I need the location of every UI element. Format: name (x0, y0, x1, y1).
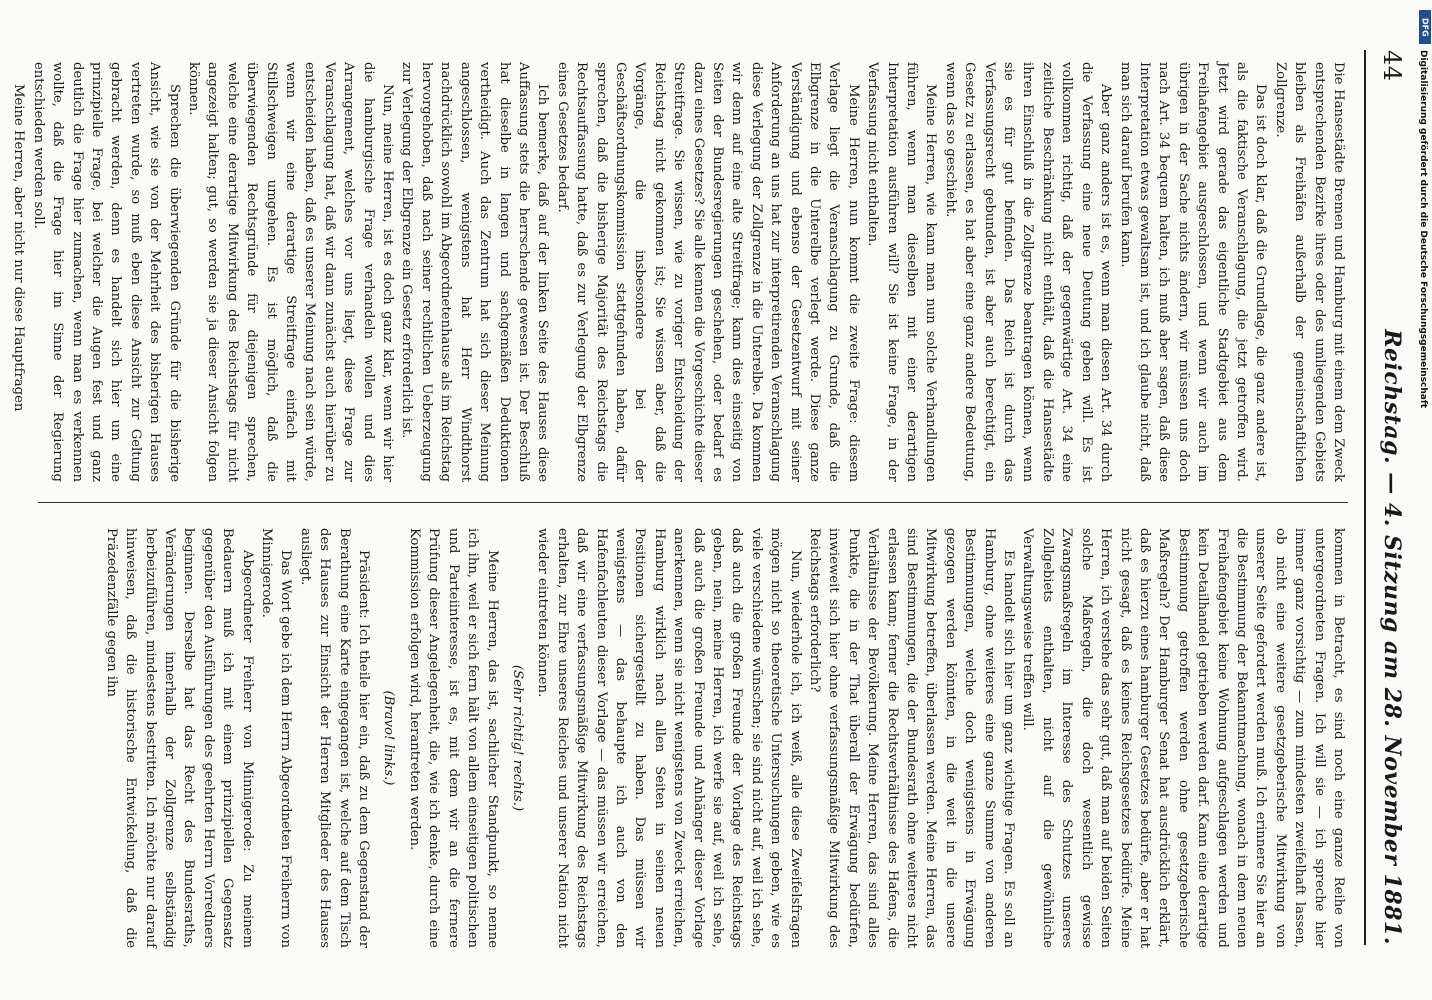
digitization-credit (1418, 10, 1432, 770)
paragraph: Meine Herren, das ist, sachlicher Standpunkt, so nenne ich ihn, weil er sich fern hält von allem einseitigen politischen und Parteiinteresse, ist es, mit dem wir an die fernere Prüfung dieser Angelegenheit, die, wie ich denke, durch eine Kommission erfolgen wird, herantreten werden. (406, 528, 500, 948)
paragraph: Nun, wiederhole ich, ich weiß, alle diese Zweifelsfragen mögen nicht so theoretische Untersuchungen geben, wie es viele verschiedene wünschen; sie sind nicht auf, weil ich sehe, daß auch die großen Freunde der Vorlage des Reichstags geben, nein, meine Herren, ich werfe sie auf, weil ich sehe, daß auch die großen Freunde und Anhänger dieser Vorlage anerkennen, wenn sie nicht wenigstens von Zweck erreichen, Hamburg wirklich nach allen Seiten in seinen neuen Positionen sichergestellt zu haben. Das müssen wir wenigstens — das behaupte ich auch von den Hafenfachleuten dieser Vorlage — das müssen wir erreichen, daß wir eine verfassungsmäßige Mitwirkung des Reichstags erhalten, zur Ehre unseres Reiches und unserer Nation nicht wieder eintreten können. (535, 528, 803, 948)
column-divider (38, 502, 1348, 503)
speaker-paragraph: Präsident: Ich theile hier ein, daß zu dem Gegenstand der Berathung eine Karte eingegangen ist, welche auf dem Tisch des Hauses zur Einsicht der Herren Mitglieder des Hauses ausliegt. (297, 528, 372, 948)
paragraph: Nun, meine Herren, ist es doch ganz klar, wenn wir hier die hamburgische Frage verhandeln wollen und dies Arrangement, welches vor uns liegt, diese Frage zur Veranschlagung hat, daß wir dann zunächst auch hierüber zu entscheiden haben, daß es unserer Meinung nach sein würde, wenn wir eine derartige Streitfrage einfach mit Stillschweigen umgehen. Es ist möglich, daß die überwiegenden Rechtsgründe für diejenigen sprechen, welche eine derartige Mitwirkung des Reichstags für nicht angezeigt halten; gut, so werden sie ja dieser Ansicht folgen können. (186, 62, 396, 482)
paragraph: Sprechen die überwiegenden Gründe für die bisherige Ansicht, wie sie von der Mehrheit des bisherigen Hauses vertreten wurde, so muß eben diese Ansicht zur Geltung gebracht werden, denn es handelt sich hier um eine prinzipielle Frage, bei welcher die Augen fest und ganz deutlich die Frage hier zumachen, wenn man es verkennen wollte, daß die Frage hier im Sinne der Regierung entschieden werden soll. (30, 62, 182, 482)
interjection: (Bravo! links.) (381, 690, 397, 786)
running-title: Reichstag. — 4. Sitzung am 28. November 1881. (1379, 329, 1405, 945)
credit-text: Digitalisierung gefördert durch die Deutsche Forschungsgemeinschaft (1418, 50, 1428, 409)
right-column (30, 528, 1348, 948)
paragraph: Aber ganz anders ist es, wenn man diesen Art. 34 durch die Verfassung eine neue Deutung geben will. Es ist vollkommen richtig, daß der gegenwärtige Art. 34 eine zeitliche Beschränkung nicht enthält, daß die Hansestädte ihren Einschluß in die Zollgrenze beantragen können, wenn sie es für gut befinden. Das Reich ist durch das Verfassungsrecht gebunden, ist aber auch berechtigt, ein Gesetz zu erlassen, es hat aber eine ganz andere Bedeutung, wenn das so geschieht. (942, 62, 1114, 482)
paragraph: Meine Herren, wie kann man nun solche Verhandlungen führen, wenn man dieselben mit einer derartigen Interpretation ausführen will? Sie ist keine Frage, in der Verfassung nicht enthalten. (865, 62, 939, 482)
dfg-logo: DFG (1419, 10, 1431, 44)
paragraph: Es handelt sich hier um ganz wichtige Fragen. Es soll an Hamburg, ohne weiteres eine ganze Summe von anderen Bestimmungen, welche doch wenigstens in Erwägung gezogen werden könnten, in die weit in die unsere Mitwirkung betreffen, überlassen werden. Meine Herren, das sind Bestimmungen, die der Bundesrath ohne weiteres nicht erlassen kann; ferner die Rechtsverhältnisse des Hafens, die Verhältnisse der Bevölkerung. Meine Herren, das sind alles Punkte, die in der That überall der Erwägung bedürfen, inwieweit sich hier ohne verfassungsmäßige Mitwirkung des Reichstags erforderlich? (807, 528, 1017, 948)
interjection: (Sehr richtig! rechts.) (509, 664, 525, 812)
paragraph: Das ist doch klar, daß die Grundlage, die ganz andere ist, als die faktische Veranschlagung, die jetzt getroffen wird. Jetzt wird gerade das eigentliche Stadtgebiet aus dem Freihafengebiet ausgeschlossen, und wenn wir auch im übrigen in der Sache nichts ändern, wir müssen uns doch nach Art. 34 bequem halten, ich muß aber sagen, daß diese Interpretation etwas gewaltsam ist, und ich glaube nicht, daß man sich darauf berufen kann. (1117, 62, 1269, 482)
page-number: 44 (1378, 50, 1406, 82)
paragraph: Meine Herren, aber nicht nur diese Hauptfragen (11, 84, 27, 412)
paragraph: Die Hansestädte Bremen und Hamburg mit einem dem Zweck entsprechenden Bezirke ihres oder des umliegenden Gebiets bleiben als Freihäfen außerhalb der gemeinschaftlichen Zollgrenze. (1272, 62, 1346, 482)
paragraph: Meine Herren, nun kommt die zweite Frage: diesem Verlage liegt die Veranschlagung zu Grunde, daß die Elbgrenze in die Unterelbe verlegt werde. Diese ganze Verständigung und ebenso der Gesetzentwurf mit seiner Anforderung an uns hat zur interpretirenden Veranschlagung diese Verlegung der Zollgrenze in die Unterelbe. Da kommen wir denn auf eine alte Streitfrage; kann dies einseitig von Seiten der Bundesregierungen geschehen, oder bedarf es dazu eines Gesetzes? Sie alle kennen die Vorgeschichte dieser Streitfrage. Sie wissen, wie zu voriger Entscheidung der Reichstag nicht gekommen ist; Sie wissen aber, daß die Vorgänge, die insbesondere bei der Geschäftsordnungskommission stattgefunden haben, dafür sprechen, daß die bisherige Majorität des Reichstags die Rechtsauffassung hatte, daß es zur Verlegung der Elbgrenze eines Gesetzes bedarf. (554, 62, 861, 482)
paragraph: kommen in Betracht, es sind noch eine ganze Reihe von untergeordneten Fragen. Ich will sie — ich spreche hier immer ganz vorsichtig — zum mindesten zweifelhaft lassen, ob nicht eine weitere gesetzgeberische Mitwirkung von unserer Seite gefordert werden muß. Ich erinnere Sie hier an die Bestimmung der Bekanntmachung, wonach in dem neuen Freihafengebiet keine Wohnung aufgeschlagen werden und kein Detailhandel getrieben werden darf. Kann eine derartige Bestimmung getroffen werden ohne gesetzgeberische Maßregeln? Der Hamburger Senat hat ausdrücklich erklärt, daß es hierzu eines hamburger Gesetzes bedürfe, aber er hat nicht gesagt, daß es keines Reichsgesetzes bedürfe. Meine Herren, ich verstehe das sehr gut, daß man auf beiden Seiten solche Maßregeln, die doch wesentlich gewisse Zwangsmaßregeln im Interesse des Schutzes unseres Zollgebiets enthalten, nicht auf die gewöhnliche Verwaltungsweise treffen will. (1020, 528, 1346, 948)
paragraph: Das Wort gebe ich dem Herrn Abgeordneten Freiherrn von Minnigerode. (259, 528, 294, 948)
speaker-paragraph: Abgeordneter Freiherr von Minnigerode: Zu meinem Bedauern muß ich mit einem prinzipiellen Gegensatz gegenüber den Ausführungen des geehrten Herrn Vorredners beginnen. Derselbe hat das Recht des Bundesraths, Veränderungen innerhalb der Zollgrenze selbständig herbeizuführen, mindestens bestritten. Ich möchte nur darauf hinweisen, daß die historische Entwickelung, daß die Präzedenzfälle gegen ihn (103, 528, 255, 948)
paragraph: Ich bemerke, daß auf der linken Seite des Hauses diese Auffassung stets die herrschende gewesen ist. Der Beschluß hat dieselbe in langen und sachgemäßen Deduktionen vertheidigt. Auch das Zentrum hat sich dieser Meinung angeschlossen, wenigstens hat Herr Windthorst nachdrücklich sowohl im Abgeordnetenhause als im Reichstag hervorgehoben, daß nach seiner rechtlichen Ueberzeugung zur Verlegung der Elbgrenze ein Gesetz erforderlich ist. (399, 62, 551, 482)
running-head (1364, 50, 1418, 945)
left-column (11, 62, 1348, 482)
